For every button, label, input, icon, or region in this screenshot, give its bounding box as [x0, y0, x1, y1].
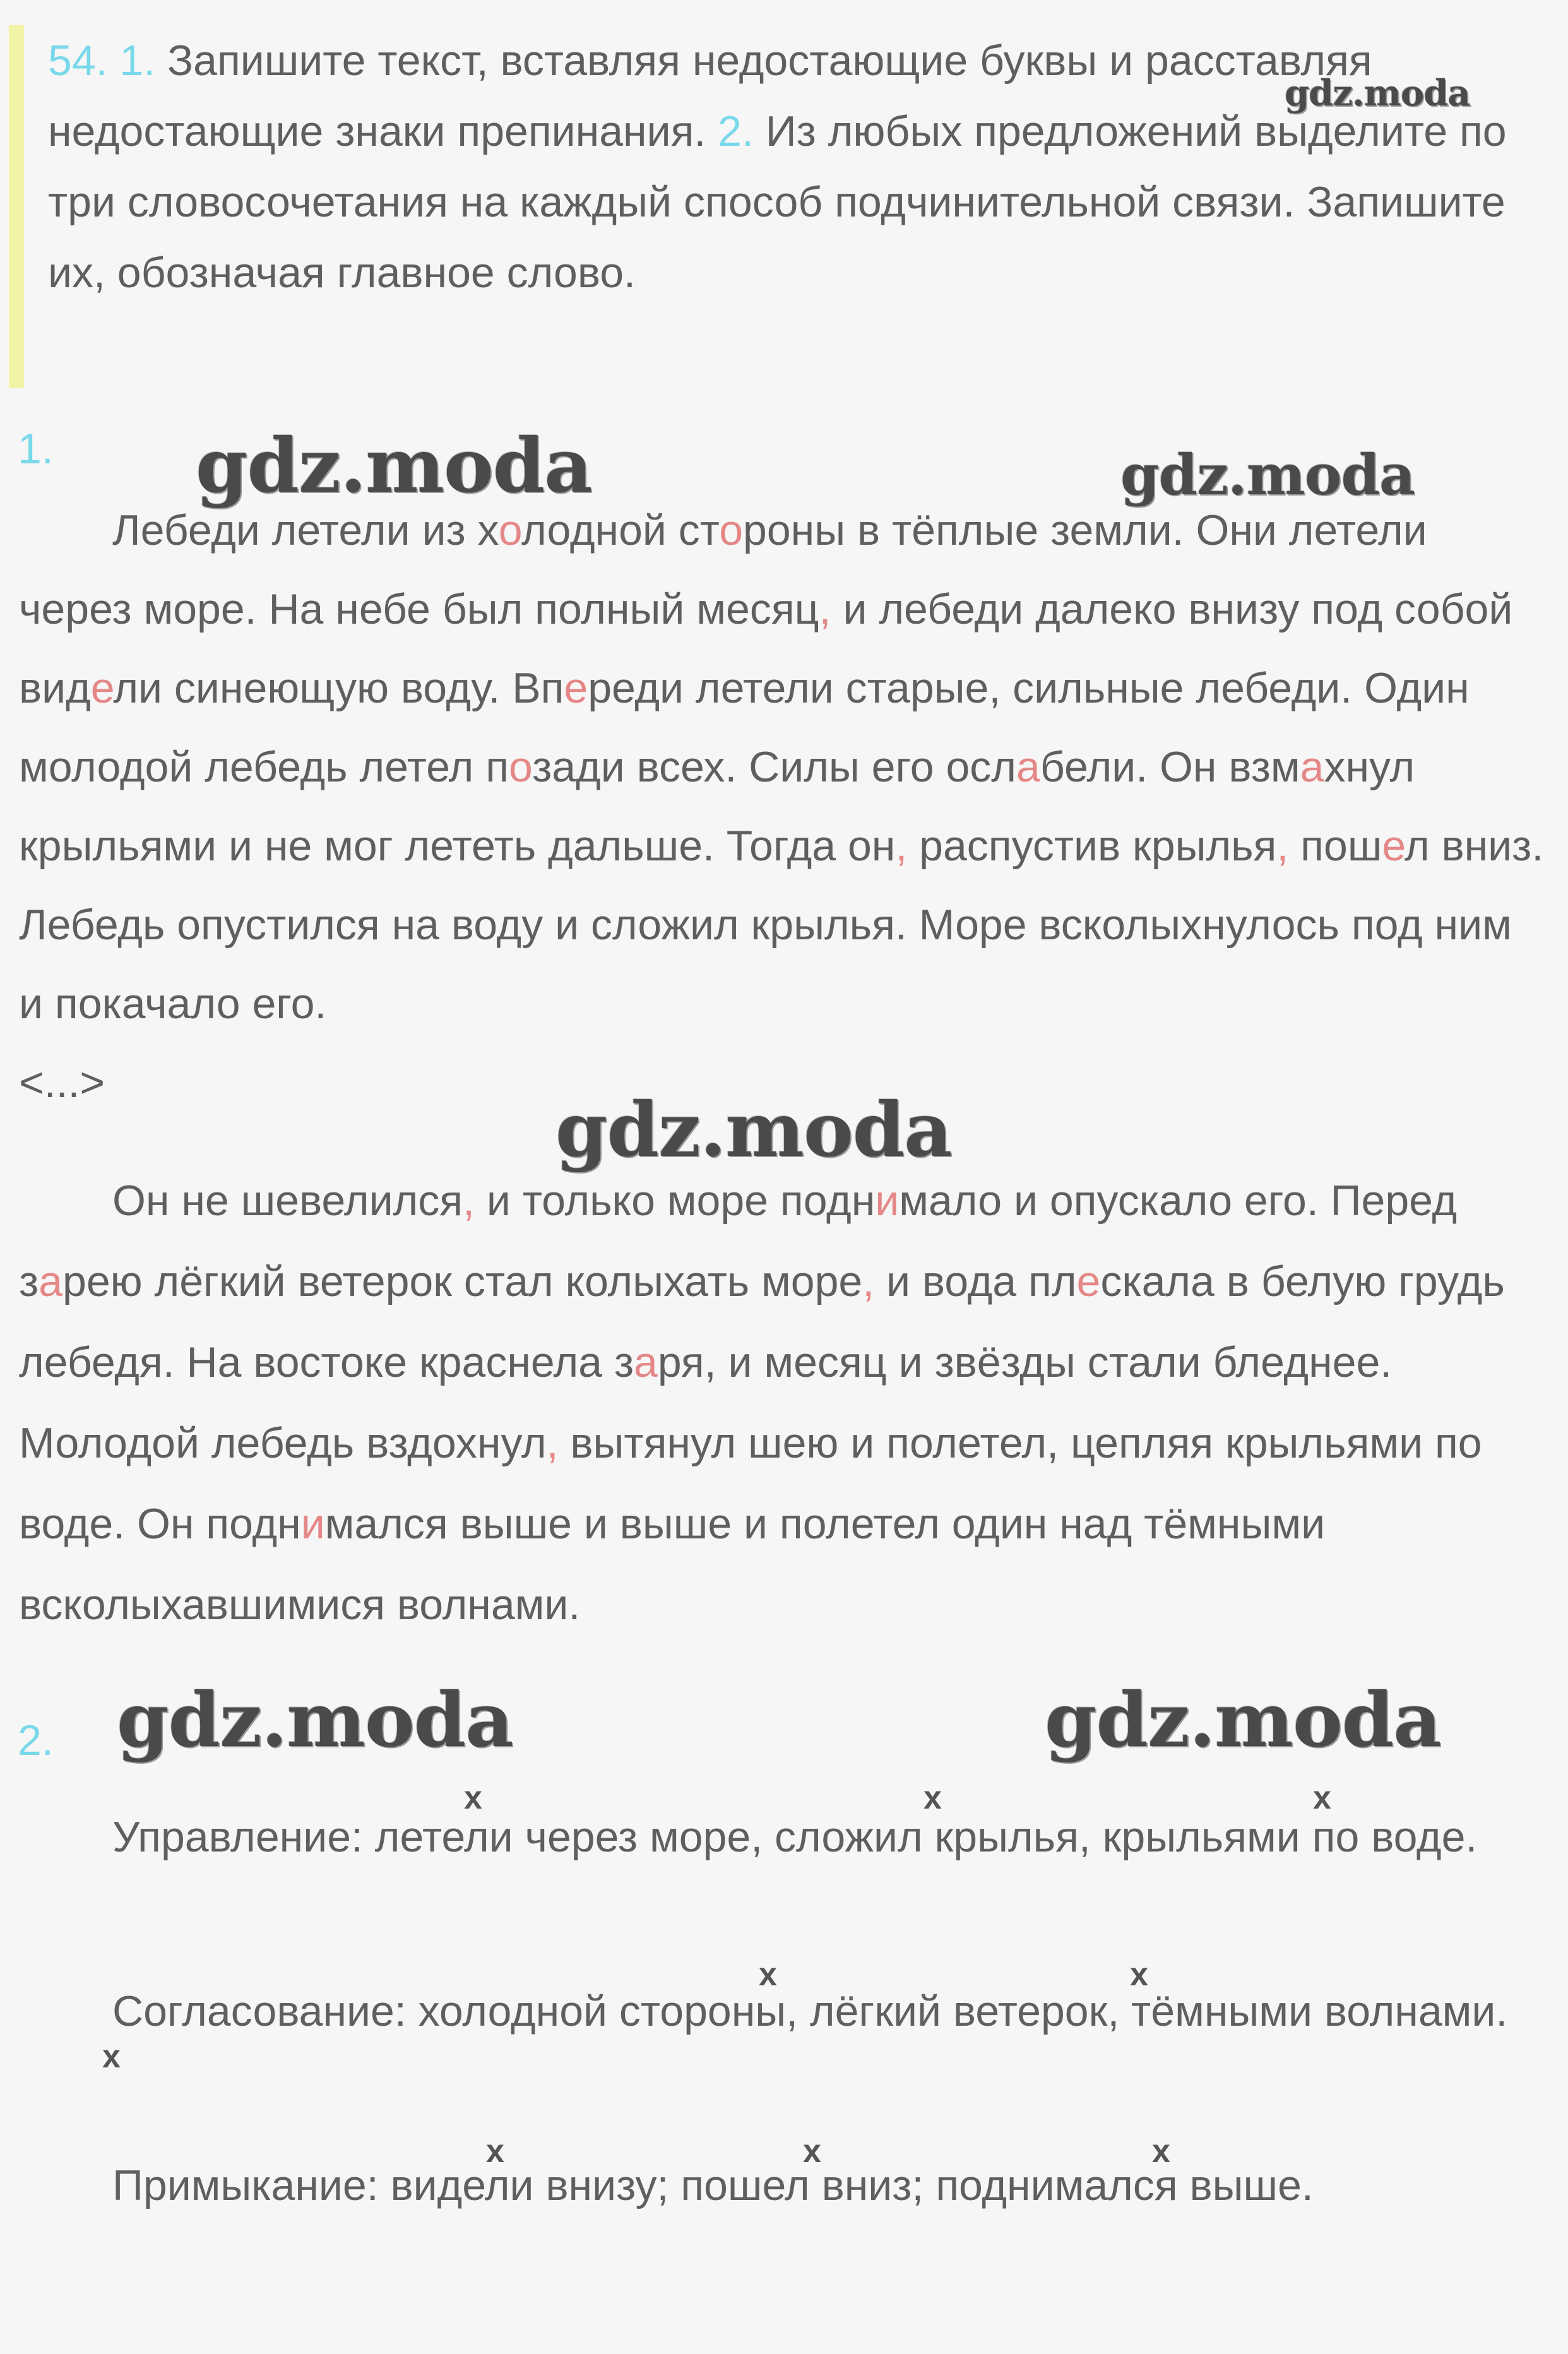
- task-part-1-number: 1.: [119, 37, 156, 85]
- inserted-comma: ,: [895, 822, 908, 870]
- inserted-comma: ,: [862, 1257, 875, 1305]
- inserted-letter: а: [1300, 743, 1324, 791]
- paragraph-1: Лебеди летели из холодной стороны в тёплые земли. Они летели через море. На небе был полный месяц, и лебеди далеко внизу под собой видели синеющую воду. Впереди летели старые, сильные лебеди. Один молодой лебедь летел позади всех. Силы его ослабели. Он взмахнул крыльями и не мог лететь дальше. Тогда он, распустив крылья, пошел вниз. Лебедь опустился на воду и сложил крылья. Море всколыхнулось под ним и покачало его. <...>: [19, 491, 1547, 1122]
- main-word-mark: x: [1152, 2133, 1170, 2170]
- watermark: gdz.moda: [1120, 442, 1415, 508]
- main-word-mark: x: [1130, 1956, 1148, 1993]
- watermark: gdz.moda: [1045, 1676, 1441, 1764]
- inserted-letter: и: [300, 1500, 325, 1548]
- inserted-letter: е: [1382, 822, 1405, 870]
- inserted-letter: а: [634, 1338, 658, 1386]
- inserted-letter: е: [90, 664, 114, 712]
- main-word-mark: x: [1313, 1780, 1331, 1816]
- inserted-comma: ,: [463, 1177, 475, 1225]
- watermark: gdz.moda: [117, 1676, 513, 1764]
- inserted-comma: ,: [1276, 822, 1289, 870]
- answer-soglasovanie: Согласование: холодной стороны, лёгкий ветерок, тёмными волнами.: [112, 1987, 1508, 2035]
- answer-primykanie: Примыкание: видели внизу; пошел вниз; поднимался выше.: [112, 2161, 1314, 2209]
- main-word-mark: x: [924, 1780, 942, 1816]
- task-part-1-text: Запишите текст, вставляя недостающие буквы и расставляя недостающие знаки препинания.: [48, 37, 1372, 155]
- section-2-label: 2.: [18, 1716, 54, 1764]
- watermark: gdz.moda: [196, 422, 592, 509]
- main-word-mark: x: [486, 2133, 504, 2170]
- section-1-label: 1.: [18, 425, 54, 473]
- task-number: 54.: [48, 37, 108, 85]
- main-word-mark: x: [102, 2038, 121, 2075]
- inserted-letter: о: [498, 506, 522, 554]
- main-word-mark: x: [464, 1780, 482, 1816]
- answer-upravlenie: Управление: летели через море, сложил крылья, крыльями по воде.: [112, 1813, 1478, 1861]
- task-part-2-text: Из любых предложений выделите по три словосочетания на каждый способ подчинительной связи. Запишите их, обозначая главное слово.: [48, 107, 1507, 297]
- watermark: gdz.moda: [1285, 73, 1470, 114]
- inserted-comma: ,: [546, 1419, 559, 1467]
- task-part-2-number: 2.: [718, 107, 754, 155]
- inserted-letter: е: [564, 664, 588, 712]
- inserted-letter: и: [875, 1177, 900, 1225]
- main-word-mark: x: [803, 2133, 821, 2170]
- inserted-letter: а: [39, 1257, 63, 1305]
- inserted-letter: е: [1076, 1257, 1101, 1305]
- inserted-comma: ,: [819, 585, 831, 633]
- paragraph-2: Он не шевелился, и только море поднимало и опускало его. Перед зарею лёгкий ветерок стал колыхать море, и вода плескала в белую грудь лебедя. На востоке краснела заря, и месяц и звёзды стали бледнее. Молодой лебедь вздохнул, вытянул шею и полетел, цепляя крыльями по воде. Он поднимался выше и выше и полетел один над тёмными всколыхавшимися волнами.: [19, 1177, 1505, 1629]
- main-word-mark: x: [759, 1956, 777, 1993]
- ellipsis: <...>: [19, 1059, 105, 1107]
- inserted-letter: а: [1016, 743, 1040, 791]
- inserted-letter: о: [509, 743, 533, 791]
- inserted-letter: о: [719, 506, 744, 554]
- watermark: gdz.moda: [555, 1086, 952, 1174]
